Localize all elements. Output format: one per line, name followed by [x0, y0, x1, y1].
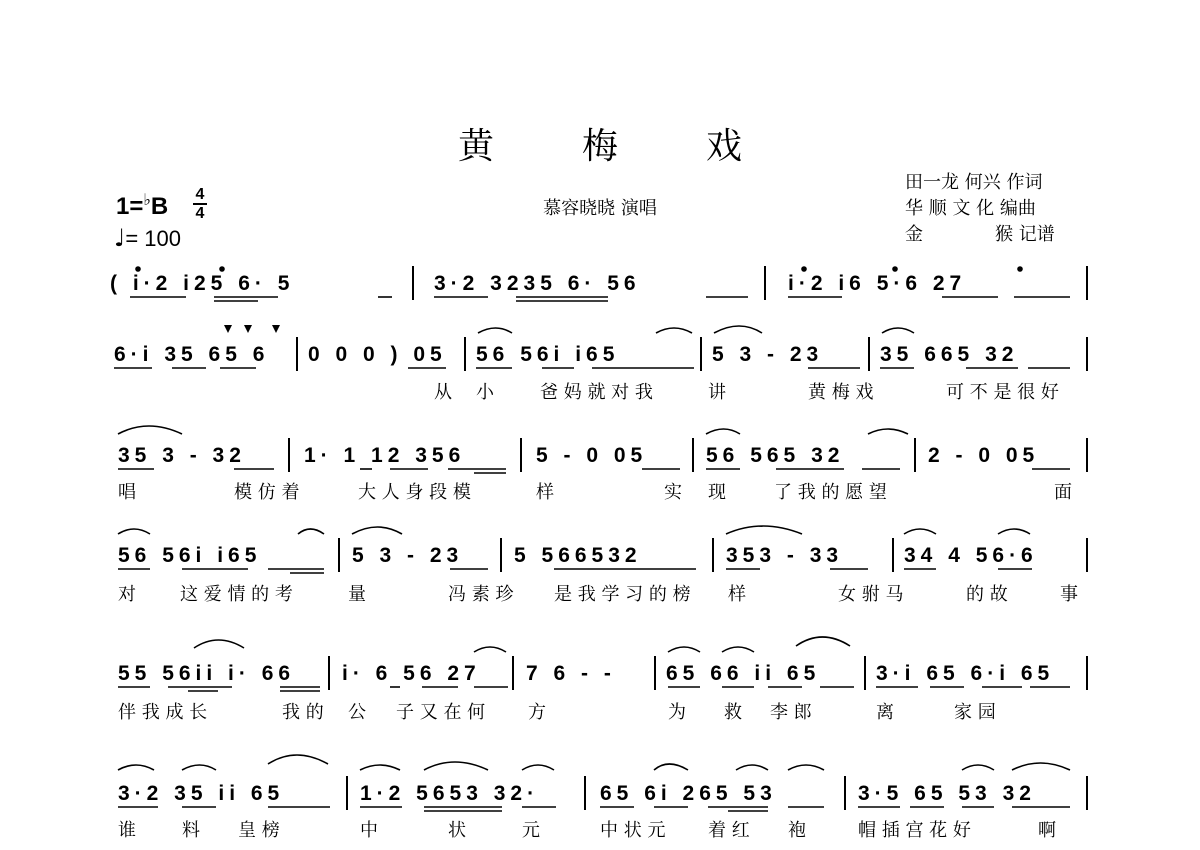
lyric: 元	[522, 820, 540, 841]
slur-marks	[108, 762, 1098, 822]
lyric: 我 的	[282, 702, 324, 723]
measure-4-1: 56 56i i65	[118, 544, 262, 567]
tempo-marking	[114, 224, 181, 252]
measure-2-3: 56 56i i65	[476, 343, 620, 366]
measure-5-2: i· 6 56 27	[342, 662, 481, 685]
lyric: 面	[1054, 482, 1072, 503]
singer-credit: 慕容晓晓 演唱	[543, 198, 657, 219]
measure-2-1: 6·i 35 65 6	[114, 343, 270, 366]
time-sig-top: 4	[195, 186, 205, 203]
title-char-1: 黄	[457, 126, 494, 167]
lyric: 唱	[118, 482, 136, 503]
lyric: 中 状 元	[600, 820, 666, 841]
slur-marks	[108, 323, 1098, 383]
lyric: 伴 我 成 长	[118, 702, 208, 723]
lyric: 的 故	[966, 584, 1008, 605]
measure-6-2: 1·2 5653 32·	[360, 782, 540, 805]
measure-5-4: 65 66 ii 65	[666, 662, 821, 685]
lyric-row-5	[108, 698, 1098, 722]
lyric: 对	[118, 584, 136, 605]
measure-3-5: 2 - 0 05	[928, 444, 1040, 467]
measure-4-5: 34 4 56·6	[904, 544, 1038, 567]
measure-5-1: 55 56ii i· 66	[118, 662, 296, 685]
measure-3-4: 56 565 32	[706, 444, 845, 467]
key-letter: B	[150, 193, 169, 220]
score-row-3	[108, 444, 1098, 480]
lyric: 小	[476, 382, 494, 403]
lyric: 着 红	[708, 820, 750, 841]
score-row-5	[108, 662, 1098, 698]
measure-2-5: 35 665 32	[880, 343, 1019, 366]
lyric: 现	[708, 482, 726, 503]
lyric: 啊	[1038, 820, 1056, 841]
score-row-6	[108, 782, 1098, 818]
time-signature	[192, 186, 208, 222]
measure-6-3: 65 6i 265 53	[600, 782, 777, 805]
measure-2-4: 5 3 - 23	[712, 343, 824, 366]
lyric: 样	[728, 584, 746, 605]
score-row-2	[108, 343, 1098, 379]
transcriber-credit: 金 猴 记谱	[905, 224, 1055, 245]
lyric-row-4	[108, 580, 1098, 604]
title-char-3: 戏	[706, 126, 743, 167]
time-sig-bottom: 4	[195, 205, 205, 222]
lyric: 皇 榜	[238, 820, 280, 841]
lyric: 冯 素 珍	[448, 584, 514, 605]
song-title	[0, 118, 1200, 169]
lyric: 为	[668, 702, 686, 723]
slur-marks	[108, 424, 1098, 484]
measure-4-2: 5 3 - 23	[352, 544, 464, 567]
measure-5-3: 7 6 - -	[526, 662, 616, 685]
lyric: 大 人 身 段 模	[358, 482, 471, 503]
lyric: 是 我 学 习 的 榜	[554, 584, 691, 605]
key-signature	[116, 190, 168, 221]
lyric: 帽 插 宫 花 好	[858, 820, 971, 841]
lyric: 了 我 的 愿 望	[774, 482, 887, 503]
score-row-4	[108, 544, 1098, 580]
lyric: 黄 梅 戏	[808, 382, 874, 403]
measure-1-1: ( i·2 i25 6· 5	[110, 272, 295, 295]
lyric: 状	[448, 820, 466, 841]
lyric: 样	[536, 482, 554, 503]
measure-3-3: 5 - 0 05	[536, 444, 648, 467]
lyric: 袍	[788, 820, 806, 841]
lyric-row-3	[108, 478, 1098, 502]
lyric: 方	[528, 702, 546, 723]
measure-3-2: 1· 1 12 356	[304, 444, 466, 467]
measure-3-1: 35 3 - 32	[118, 444, 246, 467]
lyric: 中	[360, 820, 378, 841]
key-prefix: 1=	[116, 193, 144, 220]
measure-4-4: 353 - 33	[726, 544, 844, 567]
lyric: 女 驸 马	[838, 584, 904, 605]
lyric: 可 不 是 很 好	[946, 382, 1059, 403]
measure-5-5: 3·i 65 6·i 65	[876, 662, 1055, 685]
lyric: 家 园	[954, 702, 996, 723]
quarter-note-icon: ♩	[114, 224, 126, 252]
lyric: 李 郎	[770, 702, 812, 723]
score-row-1	[108, 272, 1098, 308]
lyric: 这 爱 情 的 考	[180, 584, 293, 605]
lyric-row-2	[108, 378, 1098, 402]
measure-1-2: 3·2 3235 6· 56	[434, 272, 641, 295]
lyric: 从	[434, 382, 452, 403]
measure-2-2: 0 0 0 ) 05	[308, 343, 447, 366]
tempo-value: = 100	[125, 226, 181, 251]
lyric: 讲	[708, 382, 726, 403]
arranger-credit: 华 顺 文 化 编曲	[905, 198, 1036, 219]
lyric: 公	[348, 702, 366, 723]
flat-icon: ♭	[143, 192, 151, 209]
lyric: 量	[348, 584, 366, 605]
lyric: 救	[724, 702, 742, 723]
measure-4-3: 5 566532	[514, 544, 642, 567]
lyric: 事	[1060, 584, 1078, 605]
lyric: 实	[664, 482, 682, 503]
lyric: 谁	[118, 820, 136, 841]
lyric: 料	[182, 820, 200, 841]
measure-1-3: i·2 i6 5·6 27	[788, 272, 967, 295]
lyric: 子 又 在 何	[396, 702, 486, 723]
lyric: 离	[876, 702, 894, 723]
measure-6-4: 3·5 65 53 32	[858, 782, 1036, 805]
lyricist-credit: 田一龙 何兴 作词	[905, 172, 1043, 193]
lyric: 模 仿 着	[234, 482, 300, 503]
title-char-2: 梅	[581, 126, 618, 167]
underline-marks	[108, 252, 1098, 312]
lyric: 爸 妈 就 对 我	[540, 382, 653, 403]
slur-marks	[108, 642, 1098, 702]
measure-6-1: 3·2 35 ii 65	[118, 782, 285, 805]
slur-marks	[108, 524, 1098, 584]
lyric-row-6	[108, 816, 1098, 840]
